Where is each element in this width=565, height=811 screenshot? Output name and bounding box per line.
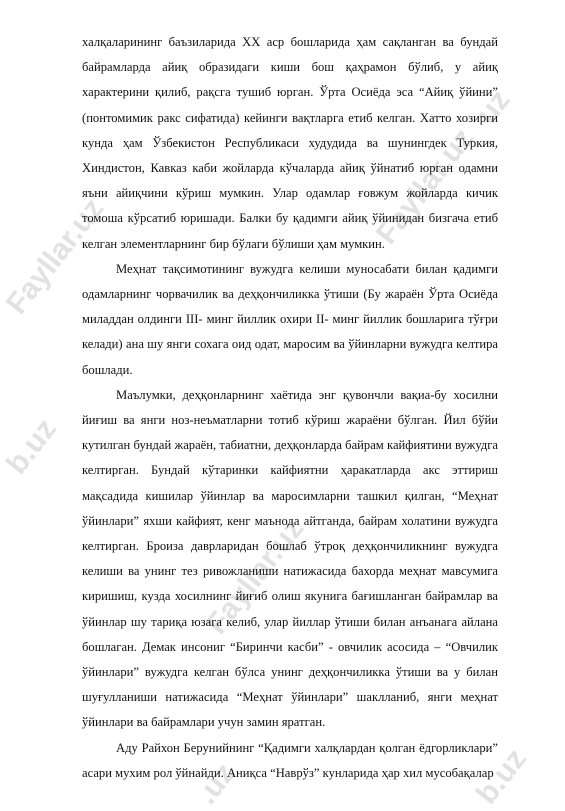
watermark: Fayllar.uz: [0, 192, 111, 321]
paragraph-harvest: Маълумки, деҳқонларнинг хаётида энг қувончли вақиа-бу хосилни йиғиш ва янги ноз-неъматларни тотиб кўриш жараёни бўлган. Йил бўйи кутилган бундай жараён, табиатни, деҳқонларда байрам кайфиятини вужудга келтирган. Бундай кўтаринки кайфиятни ҳаракатларда акс эттириш мақсадида кишилар ўйинлар ва маросимларни ташкил қилган, “Меҳнат ўйинлари” яхши кайфият, кенг маънода айтганда, байрам холатини вужудга келтирган. Броиза даврларидан бошлаб ўтроқ деҳқончиликнинг вужудга келиши ва унинг тез ривожланиши натижасида бахорда меҳнат мавсумига киришиш, кузда хосилнинг йиғиб олиш якунига бағишланган байрамлар ва ўйинлар шу тариқа юзага келиб, улар йиллар ўтиши билан анъанага айлана бошлаган. Демак инсониг “Биринчи касби” - овчилик асосида – “Овчилик ўйинлари” вужудга келган бўлса унинг деҳқончиликка ўтиши ва у билан шуғулланиши натижасида “Меҳнат ўйинлари” шаклланиб, янги меҳнат ўйинлари ва байрамлари учун замин яратган.: [82, 387, 498, 730]
watermark: .uz: [190, 757, 242, 811]
document-body: [82, 30, 498, 786]
watermark: uz: [470, 83, 517, 131]
watermark: Fayllar.uz: [200, 512, 311, 641]
watermark: b.uz: [470, 742, 533, 811]
paragraph-bear-games: халқаларининг баъзиларида ХХ аср бошларида ҳам сақланган ва бундай байрамларда айиқ образидаги киши бош қаҳрамон бўлиб, у айиқ характерини қилиб, рақсга тушиб юрган. Ўрта Осиёда эса “Айиқ ўйини” (понтомимик ракс сифатида) кейинги вақтларга етиб келган. Хатто хозирги кунда ҳам Ўзбекистон Республикаси худудида ва шунингдек Туркия, Хиндистон, Кавказ каби жойларда кўчаларда айиқ ўйнатиб юрган одамни яъни айиқчини кўриш мумкин. Улар одамлар ғовжум жойларда кичик томоша кўрсатиб юришади. Балки бу қадимги айиқ ўйинидан бизгача етиб келган элементларнинг бир бўлаги бўлиши ҳам мумкин.: [82, 35, 498, 251]
watermark: b.uz: [0, 412, 63, 481]
paragraph-beruni: Аду Райхон Берунийнинг “Қадимги халқлардан қолган ёдгорликлари” асари мухим рол ўйнайди. Аниқса “Наврўз” кунларида ҳар хил мусобақалар: [82, 740, 498, 780]
paragraph-labor-division: Меҳнат тақсимотининг вужудга келиши муносабати билан қадимги одамларнинг чорвачилик ва деҳқончиликка ўтиши (Бу жараён Ўрта Осиёда миладдан олдинги III- минг йиллик охири II- минг йиллик бошларига тўғри келади) ана шу янги сохага оид одат, маросим ва ўйинларни вужудга келтира бошлади.: [82, 261, 498, 377]
watermark: Fayllar.uz: [370, 122, 481, 251]
